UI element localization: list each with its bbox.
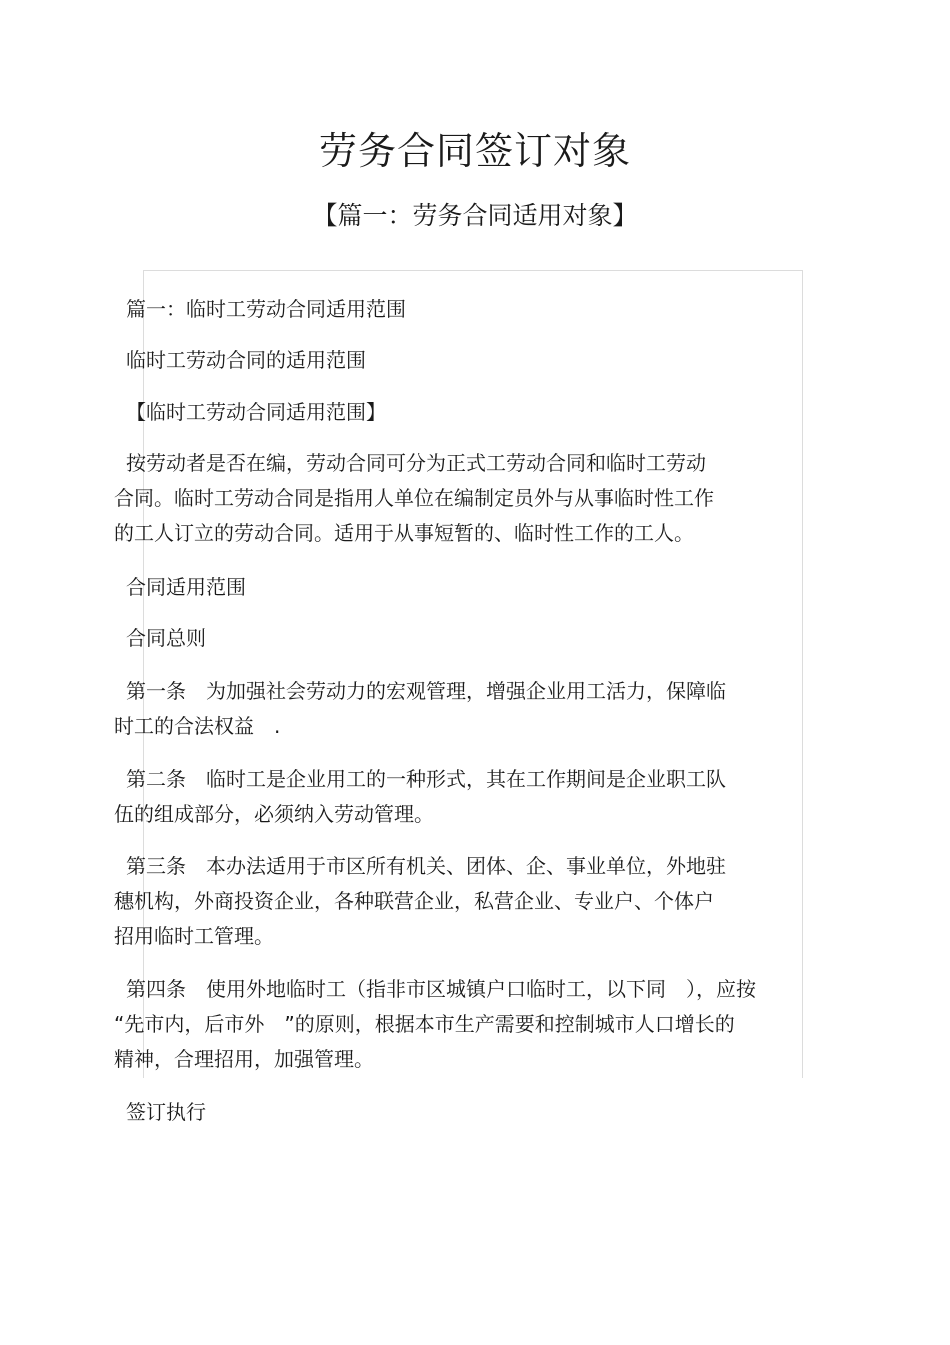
paragraph-7	[114, 674, 726, 744]
paragraph-6	[114, 621, 206, 656]
paragraph-10	[114, 972, 756, 1077]
paragraph-line: 第三条 本办法适用于市区所有机关、团体、企、事业单位，外地驻	[126, 854, 726, 878]
paragraph-line: “先市内，后市外 ”的原则，根据本市生产需要和控制城市人口增长的	[114, 1012, 735, 1036]
paragraph-line: 时工的合法权益 .	[114, 714, 281, 738]
paragraph-line: 第一条 为加强社会劳动力的宏观管理，增强企业用工活力，保障临	[126, 679, 726, 703]
paragraph-line: 篇一：临时工劳动合同适用范围	[126, 297, 406, 321]
paragraph-line: 按劳动者是否在编，劳动合同可分为正式工劳动合同和临时工劳动	[126, 451, 706, 475]
paragraph-line: 精神，合理招用，加强管理。	[114, 1047, 374, 1071]
paragraph-line: 合同适用范围	[126, 575, 246, 599]
paragraph-1	[114, 292, 406, 327]
paragraph-9	[114, 849, 726, 954]
paragraph-line: 签订执行	[126, 1100, 206, 1124]
paragraph-line: 招用临时工管理。	[114, 924, 274, 948]
paragraph-line: 合同总则	[126, 626, 206, 650]
paragraph-line: 的工人订立的劳动合同。适用于从事短暂的、临时性工作的工人。	[114, 521, 694, 545]
paragraph-line: 合同。临时工劳动合同是指用人单位在编制定员外与从事临时性工作	[114, 486, 714, 510]
paragraph-line: 【临时工劳动合同适用范围】	[126, 400, 386, 424]
document-title: 劳务合同签订对象	[318, 129, 631, 173]
paragraph-3	[114, 395, 386, 430]
paragraph-4	[114, 446, 714, 551]
paragraph-line: 穗机构，外商投资企业，各种联营企业，私营企业、专业户、个体户	[114, 889, 714, 913]
paragraph-line: 伍的组成部分，必须纳入劳动管理。	[114, 802, 434, 826]
paragraph-line: 临时工劳动合同的适用范围	[126, 348, 366, 372]
document-subtitle: 【篇一：劳务合同适用对象】	[312, 201, 638, 230]
paragraph-5	[114, 570, 246, 605]
paragraph-2	[114, 343, 366, 378]
paragraph-line: 第四条 使用外地临时工（指非市区城镇户口临时工，以下同 ），应按	[126, 977, 756, 1001]
paragraph-8	[114, 762, 726, 832]
paragraph-line: 第二条 临时工是企业用工的一种形式，其在工作期间是企业职工队	[126, 767, 726, 791]
paragraph-11	[114, 1095, 206, 1130]
